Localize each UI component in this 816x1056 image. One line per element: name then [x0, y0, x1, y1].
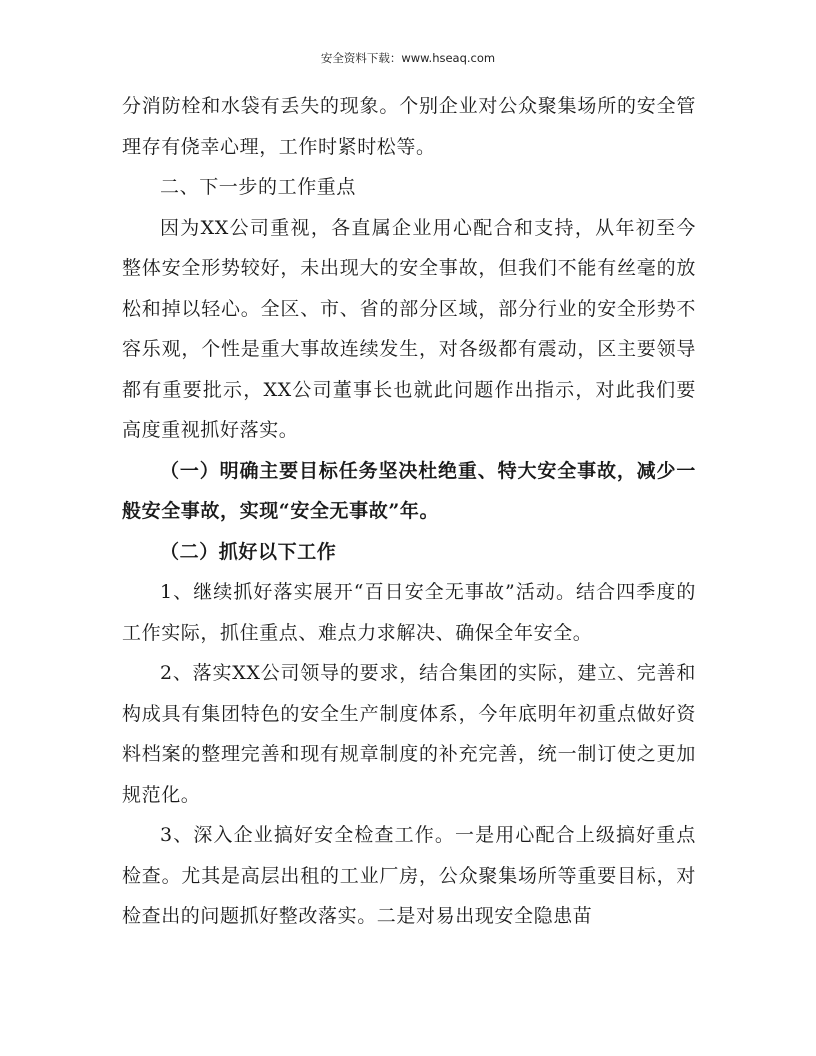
list-item-2: 2、落实XX公司领导的要求，结合集团的实际，建立、完善和构成具有集团特色的安全生产制度体系，今年底明年初重点做好资料档案的整理完善和现有规章制度的补充完善，统一制订使之更加规范化。: [122, 662, 696, 806]
section-heading: 二、下一步的工作重点: [160, 176, 357, 198]
bold-subheading-work: （二）抓好以下工作: [160, 540, 337, 563]
list-item-3: 3、深入企业搞好安全检查工作。一是用心配合上级搞好重点检查。尤其是高层出租的工业厂房，公众聚集场所等重要目标，对检查出的问题抓好整改落实。二是对易出现安全隐患苗: [122, 824, 696, 927]
list-item-1: 1、继续抓好落实展开“百日安全无事故”活动。结合四季度的工作实际，抓住重点、难点力求解决、确保全年安全。: [122, 581, 696, 644]
bold-subheading-target: （一）明确主要目标任务坚决杜绝重、特大安全事故，减少一般安全事故，实现“安全无事故”年。: [122, 459, 696, 522]
paragraph-continuation: 分消防栓和水袋有丢失的现象。个别企业对公众聚集场所的安全管理存有侥幸心理，工作时紧时松等。: [122, 95, 696, 158]
paragraph: 因为XX公司重视，各直属企业用心配合和支持，从年初至今整体安全形势较好，未出现大的安全事故，但我们不能有丝毫的放松和掉以轻心。全区、市、省的部分区域，部分行业的安全形势不容乐观，个性是重大事故连续发生，对各级都有震动，区主要领导都有重要批示，XX公司董事长也就此问题作出指示，对此我们要高度重视抓好落实。: [122, 216, 696, 441]
document-body: [122, 86, 696, 937]
page-header: 安全资料下载：www.hseaq.com: [320, 51, 496, 65]
